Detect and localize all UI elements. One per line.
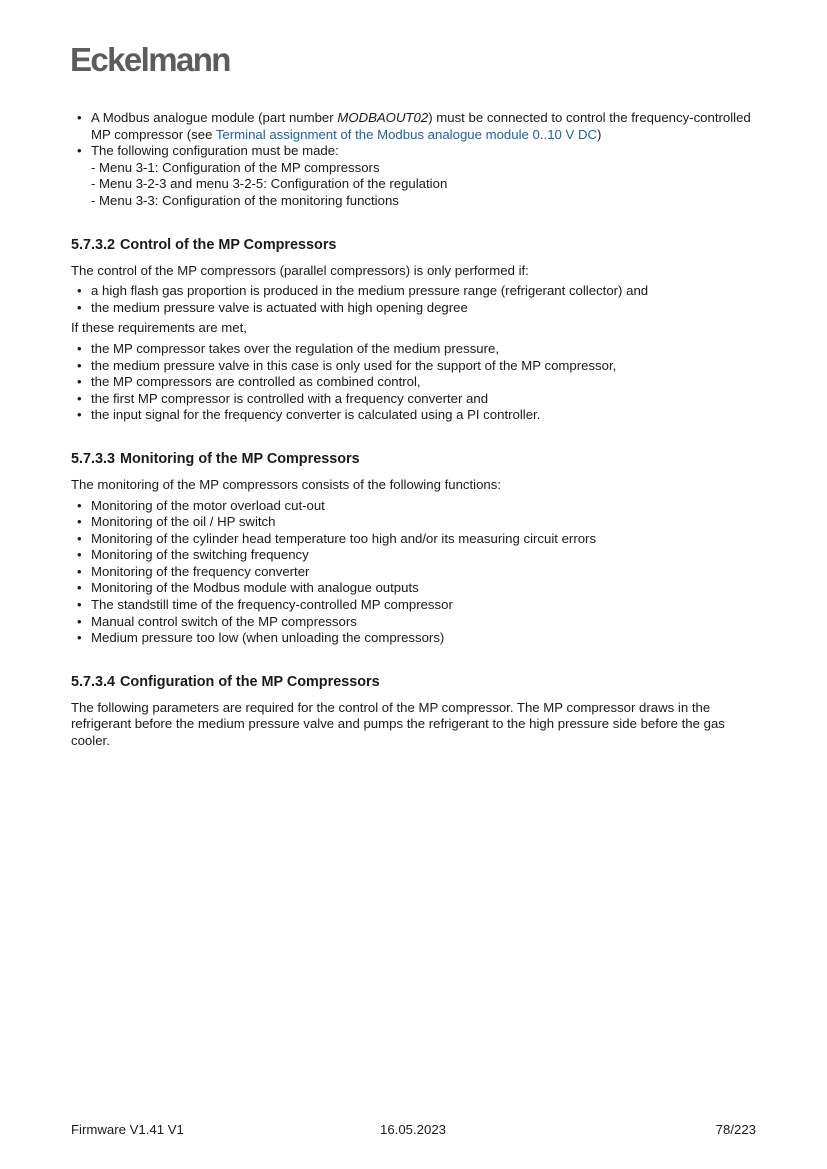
section-paragraph: The following parameters are required for the control of the MP compressor. The MP compressor draws in the refrigerant before the medium pressure valve and pumps the refrigerant to the high pressure side before the gas cooler.	[71, 699, 725, 749]
monitoring-list	[71, 498, 761, 647]
list-item: • The standstill time of the frequency-controlled MP compressor	[71, 597, 761, 614]
list-item: • the MP compressor takes over the regulation of the medium pressure,	[71, 341, 761, 358]
document-body	[71, 110, 761, 754]
section-heading: 5.7.3.2 Control of the MP Compressors	[71, 236, 337, 253]
config-subitem: - Menu 3-3: Configuration of the monitoring functions	[91, 192, 399, 208]
list-item: • The following configuration must be made: - Menu 3-1: Configuration of the MP compressors - Menu 3-2-3 and menu 3-2-5: Configuration of the regulation - Menu 3-3: Configuration of the monitoring functions	[71, 143, 761, 209]
config-subitem: - Menu 3-1: Configuration of the MP compressors	[91, 159, 380, 175]
section-text: If these requirements are met,	[71, 320, 247, 336]
list-item: • the MP compressors are controlled as combined control,	[71, 374, 761, 391]
list-item: • the medium pressure valve is actuated with high opening degree	[71, 300, 761, 317]
list-item: • A Modbus analogue module (part number MODBAOUT02) must be connected to control the frequency-controlled MP compressor (see Terminal assignment of the Modbus analogue module 0..10 V DC)	[71, 110, 761, 143]
list-item: • Monitoring of the cylinder head temperature too high and/or its measuring circuit errors	[71, 531, 761, 548]
list-item: • Manual control switch of the MP compressors	[71, 614, 761, 631]
page-number: 78/223	[715, 1122, 756, 1137]
section-heading: 5.7.3.3 Monitoring of the MP Compressors	[71, 450, 360, 467]
config-subitem: - Menu 3-2-3 and menu 3-2-5: Configuration of the regulation	[91, 176, 448, 192]
list-item: • Monitoring of the switching frequency	[71, 547, 761, 564]
list-item: • the first MP compressor is controlled with a frequency converter and	[71, 391, 761, 408]
list-item: • the medium pressure valve in this case is only used for the support of the MP compressor,	[71, 358, 761, 375]
list-item: • Monitoring of the Modbus module with analogue outputs	[71, 580, 761, 597]
firmware-version: Firmware V1.41 V1	[71, 1122, 184, 1137]
list-item: • the input signal for the frequency converter is calculated using a PI controller.	[71, 407, 761, 424]
list-item: • Monitoring of the oil / HP switch	[71, 514, 761, 531]
section-intro: The control of the MP compressors (parallel compressors) is only performed if:	[71, 262, 529, 278]
result-list	[71, 341, 761, 424]
requirement-list	[71, 283, 761, 316]
list-item: • Monitoring of the motor overload cut-out	[71, 498, 761, 515]
section-heading: 5.7.3.4 Configuration of the MP Compressors	[71, 673, 380, 690]
section-intro: The monitoring of the MP compressors consists of the following functions:	[71, 476, 502, 492]
list-item: • Medium pressure too low (when unloading the compressors)	[71, 630, 761, 647]
list-item: • a high flash gas proportion is produced in the medium pressure range (refrigerant collector) and	[71, 283, 761, 300]
company-logo: Eckelmann	[70, 41, 230, 78]
terminal-assignment-link[interactable]: Terminal assignment of the Modbus analogue module 0..10 V DC	[215, 126, 598, 142]
list-item: • Monitoring of the frequency converter	[71, 564, 761, 581]
part-number: MODBAOUT02	[337, 110, 429, 125]
intro-list	[71, 110, 761, 210]
document-date: 16.05.2023	[380, 1122, 447, 1137]
